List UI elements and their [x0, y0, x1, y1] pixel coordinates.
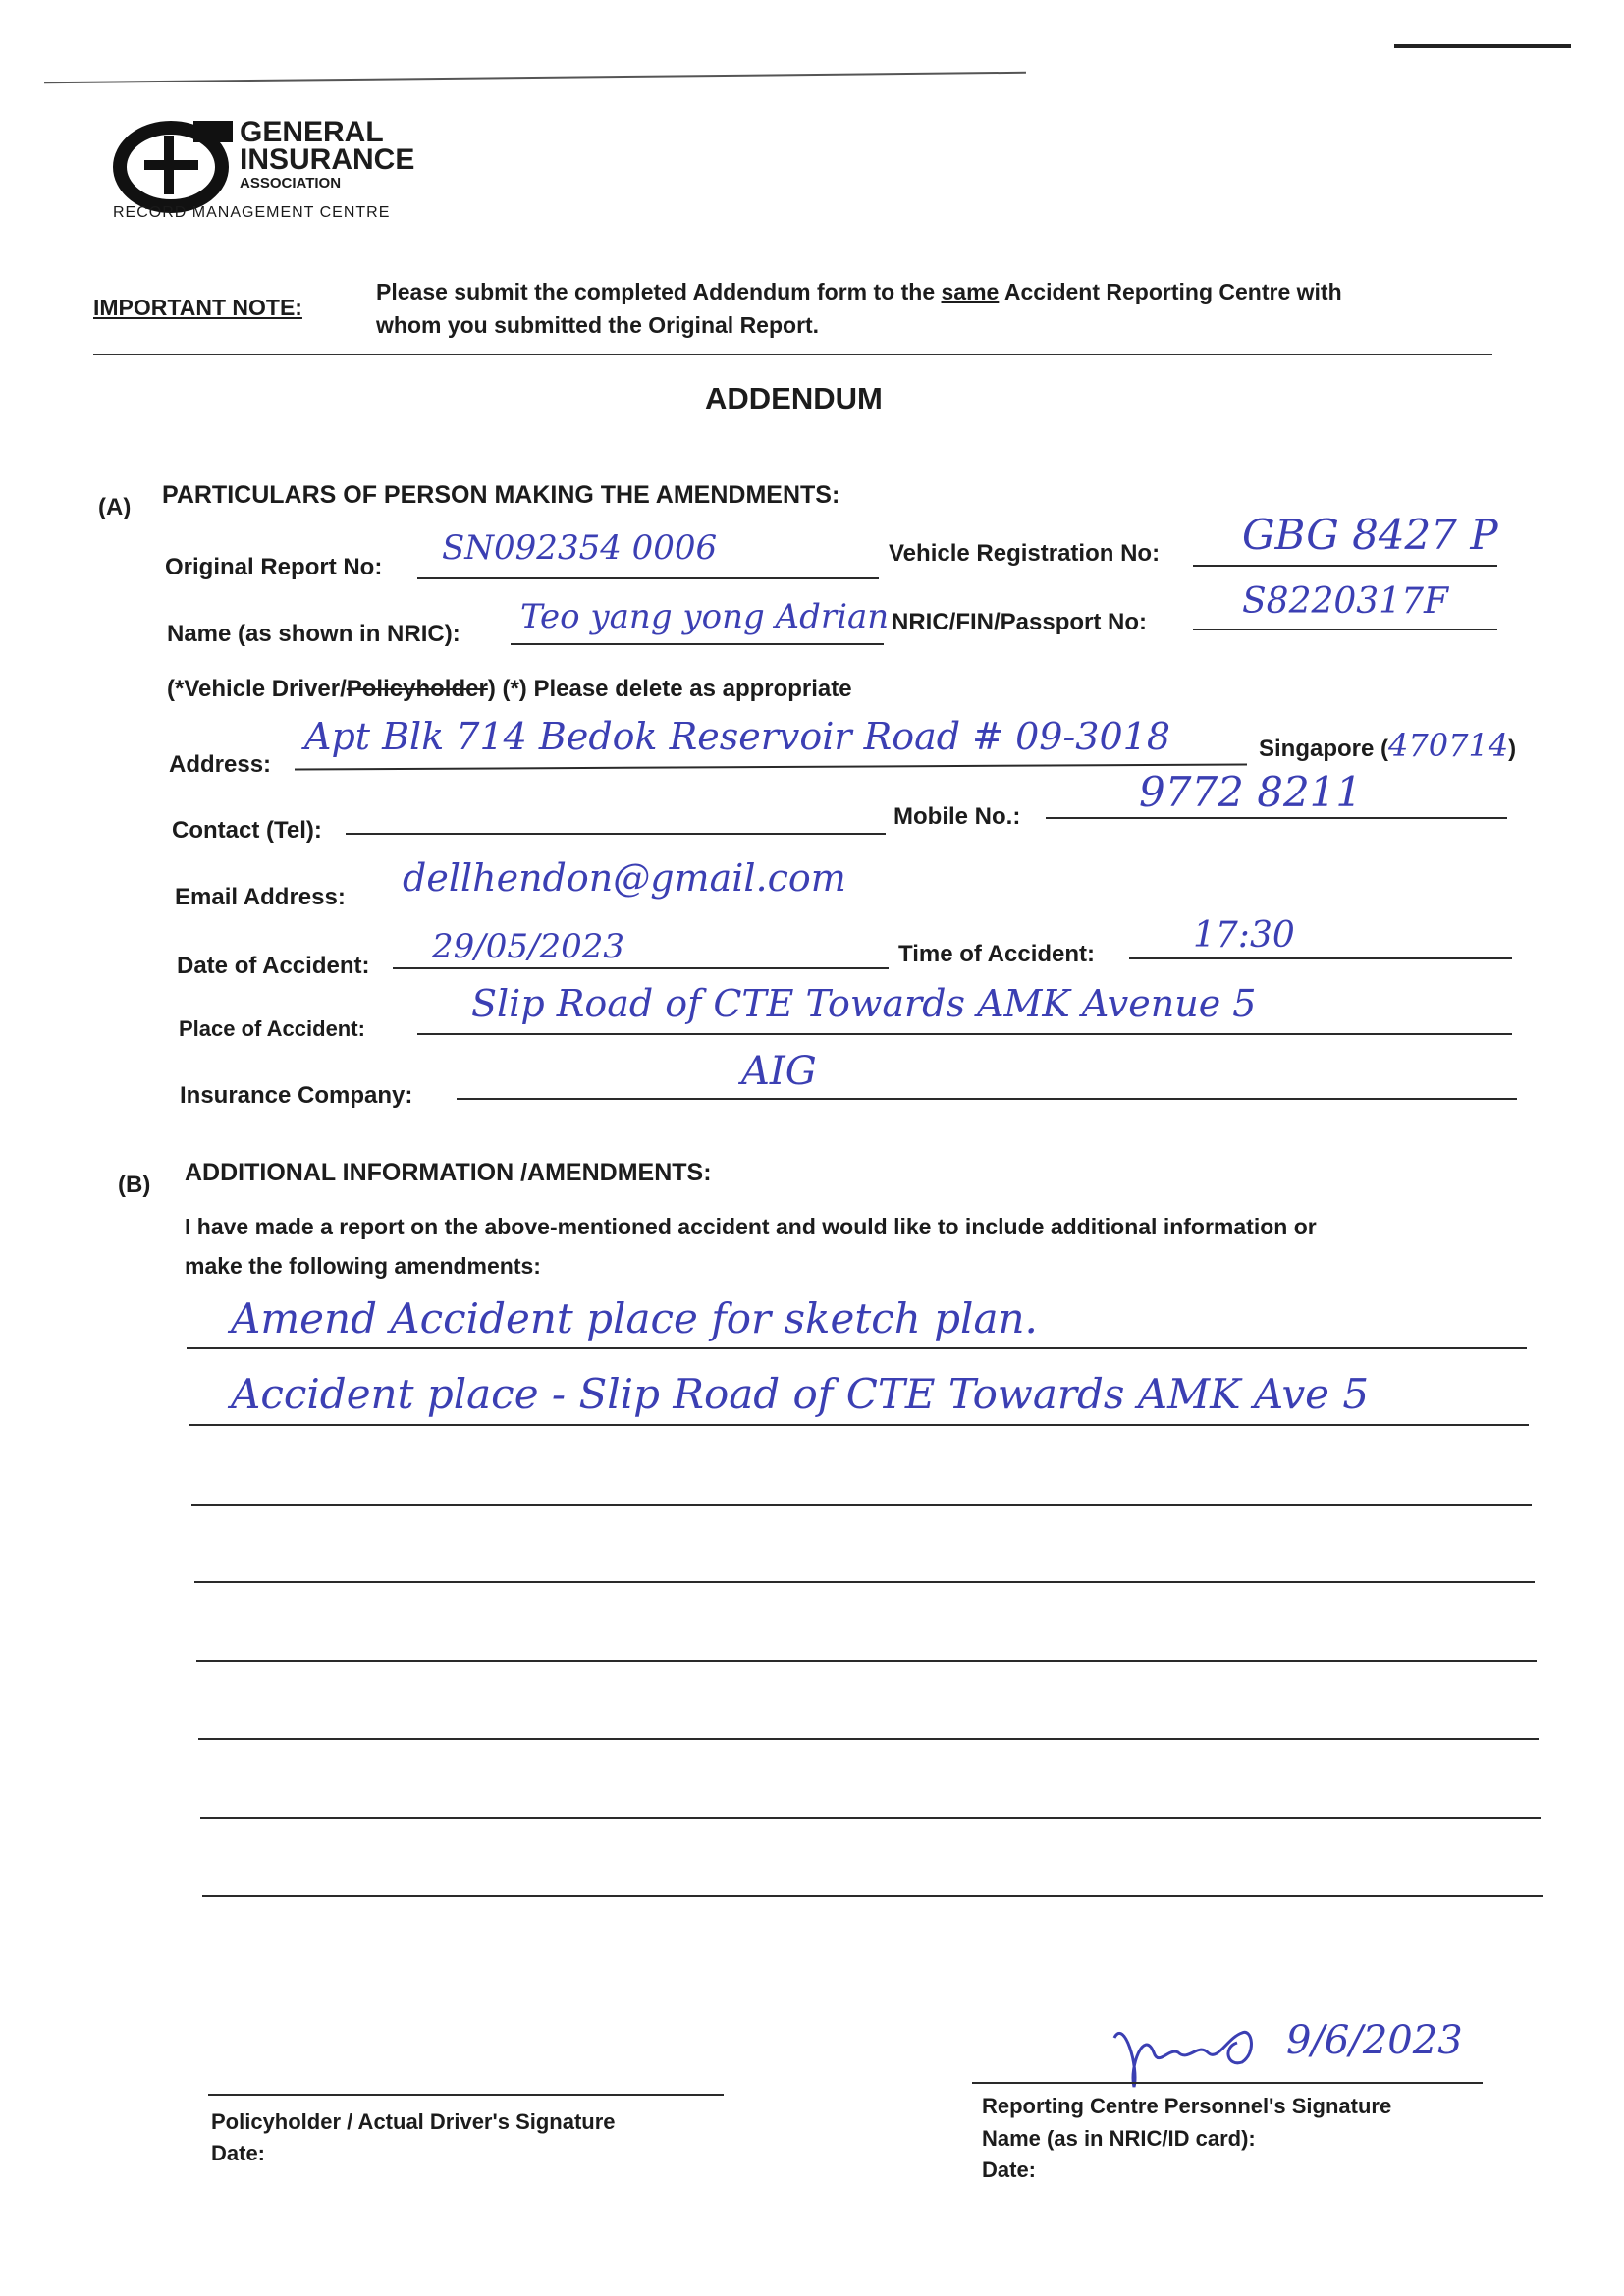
address-label: Address: — [169, 751, 272, 778]
role-suffix: ) (*) Please delete as appropriate — [487, 676, 852, 702]
time-of-accident-label: Time of Accident: — [898, 941, 1096, 967]
personnel-date-value[interactable]: 9/6/2023 — [1286, 2018, 1463, 2063]
original-report-line — [417, 577, 879, 579]
important-note-label: IMPORTANT NOTE: — [93, 295, 302, 320]
amendment-line-5 — [196, 1660, 1537, 1662]
important-note-text-line2: whom you submitted the Original Report. — [376, 312, 820, 338]
original-report-value[interactable]: SN092354 0006 — [442, 528, 718, 568]
amendment-line-8 — [202, 1895, 1543, 1897]
personnel-signature-label: Reporting Centre Personnel's Signature — [982, 2094, 1392, 2118]
scan-edge-line — [44, 72, 1026, 83]
date-of-accident-label: Date of Accident: — [177, 953, 370, 979]
vehicle-reg-label: Vehicle Registration No: — [889, 540, 1161, 567]
section-b-intro-line2: make the following amendments: — [185, 1253, 541, 1279]
role-selection — [167, 676, 852, 703]
scan-edge-line — [1394, 44, 1571, 48]
nric-line — [1193, 629, 1497, 630]
vehicle-reg-line — [1193, 565, 1497, 567]
role-struck-policyholder: Policyholder — [346, 676, 488, 702]
name-value[interactable]: Teo yang yong Adrian — [520, 597, 890, 636]
nric-label: NRIC/FIN/Passport No: — [892, 609, 1148, 635]
date-of-accident-line — [393, 967, 889, 969]
singapore-label: Singapore ( — [1259, 736, 1389, 762]
original-report-label: Original Report No: — [165, 554, 383, 580]
amendment-line-2 — [189, 1424, 1529, 1426]
section-a-heading: PARTICULARS OF PERSON MAKING THE AMENDMENTS: — [162, 481, 840, 509]
email-value[interactable]: dellhendon@gmail.com — [403, 856, 846, 900]
name-label: Name (as shown in NRIC): — [167, 621, 460, 647]
mobile-line — [1046, 817, 1507, 819]
amendment-line-1 — [187, 1347, 1527, 1349]
mobile-value[interactable]: 9772 8211 — [1139, 768, 1363, 816]
insurance-company-label: Insurance Company: — [180, 1082, 413, 1109]
place-of-accident-label: Place of Accident: — [179, 1016, 365, 1041]
contact-line — [346, 833, 886, 835]
note-text-part2: Accident Reporting Centre with — [1003, 279, 1342, 304]
place-of-accident-value[interactable]: Slip Road of CTE Towards AMK Avenue 5 — [471, 982, 1257, 1025]
name-line — [511, 643, 884, 645]
personnel-signature-line — [972, 2082, 1483, 2084]
singapore-close: ) — [1508, 736, 1517, 762]
date-of-accident-value[interactable]: 29/05/2023 — [432, 927, 624, 966]
note-divider — [93, 354, 1492, 355]
email-label: Email Address: — [175, 884, 346, 910]
section-b-marker: (B) — [118, 1172, 151, 1198]
note-text-part1: Please submit the completed Addendum form to the — [376, 279, 936, 304]
time-of-accident-line — [1129, 957, 1512, 959]
amendment-line-3 — [191, 1504, 1532, 1506]
time-of-accident-value[interactable]: 17:30 — [1193, 915, 1295, 956]
vehicle-reg-value[interactable]: GBG 8427 P — [1242, 511, 1498, 559]
driver-signature-line — [208, 2094, 724, 2096]
section-a-marker: (A) — [98, 494, 132, 520]
org-name-line3: ASSOCIATION — [240, 175, 342, 191]
nric-value[interactable]: S8220317F — [1242, 581, 1448, 622]
role-prefix: (*Vehicle Driver/ — [167, 676, 347, 702]
amendment-line-4 — [194, 1581, 1535, 1583]
singapore-postal — [1259, 727, 1516, 764]
personnel-name-label: Name (as in NRIC/ID card): — [982, 2126, 1256, 2151]
personnel-date-label: Date: — [982, 2158, 1037, 2182]
amendment-line-6 — [198, 1738, 1539, 1740]
gia-logo-icon — [110, 116, 238, 214]
driver-signature-date: Date: — [211, 2141, 266, 2165]
insurance-company-value[interactable]: AIG — [741, 1049, 817, 1094]
address-line — [295, 763, 1247, 770]
amendment-line-7 — [200, 1817, 1541, 1819]
org-name-line1: GENERAL — [240, 116, 384, 148]
important-note-text — [376, 279, 1342, 305]
org-name-line2: INSURANCE — [240, 143, 415, 176]
form-title: ADDENDUM — [705, 381, 883, 415]
amendment-line-1-text[interactable]: Amend Accident place for sketch plan. — [231, 1294, 1038, 1342]
postal-code-value[interactable]: 470714 — [1388, 727, 1509, 764]
amendment-line-2-text[interactable]: Accident place - Slip Road of CTE Towards AMK Ave 5 — [231, 1370, 1370, 1418]
insurance-company-line — [457, 1098, 1517, 1100]
section-b-heading: ADDITIONAL INFORMATION /AMENDMENTS: — [185, 1159, 712, 1186]
driver-signature-label: Policyholder / Actual Driver's Signature — [211, 2109, 616, 2134]
place-of-accident-line — [417, 1033, 1512, 1035]
org-subtitle: RECORD MANAGEMENT CENTRE — [113, 204, 391, 221]
section-b-intro-line1: I have made a report on the above-mentioned accident and would like to include additional information or — [185, 1214, 1317, 1239]
note-text-same: same — [941, 279, 1000, 304]
contact-label: Contact (Tel): — [172, 817, 322, 844]
address-value[interactable]: Apt Blk 714 Bedok Reservoir Road # 09-3018 — [304, 715, 1170, 758]
mobile-label: Mobile No.: — [893, 803, 1021, 830]
